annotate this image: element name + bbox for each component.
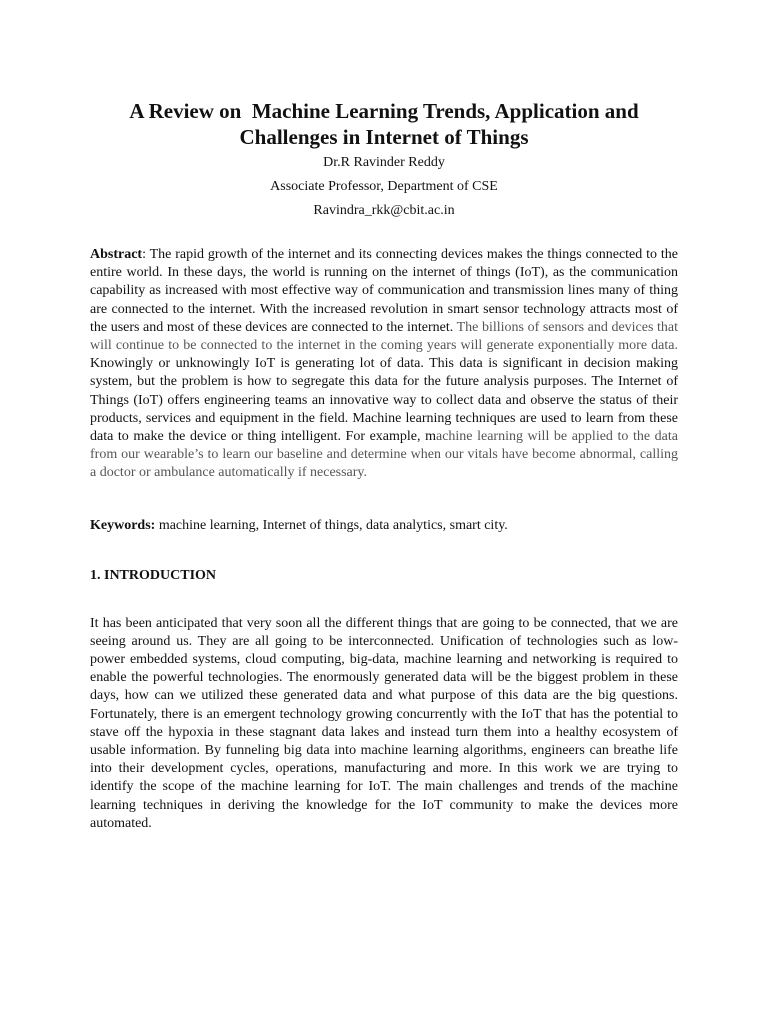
keywords-text: machine learning, Internet of things, data analytics, smart city. xyxy=(155,517,508,533)
title-line-1: A Review on Machine Learning Trends, Application and xyxy=(129,99,639,123)
title-line-2: Challenges in Internet of Things xyxy=(239,125,529,149)
author-block xyxy=(90,154,678,220)
abstract xyxy=(90,246,678,483)
section-heading-introduction: 1. INTRODUCTION xyxy=(90,567,217,583)
keywords-label: Keywords: xyxy=(90,517,156,533)
keywords xyxy=(90,517,678,535)
abstract-text-1: : The rapid growth of the internet and its connecting devices makes the things connected to the entire world. In these days, the world is running on the internet of things (IoT), as the communication capability as increased with most effective way of communication and transmission lines many of thing are connected to the internet. With the increased revolution in smart sensor technology attracts most of the users and most of these devices are connected to the internet. xyxy=(90,247,678,335)
abstract-label: Abstract xyxy=(90,247,143,262)
introduction-paragraph: It has been anticipated that very soon all the different things that are going to be connected, that we are seeing around us. They are all going to be interconnected. Unification of technologies such as low-power embedded systems, cloud computing, big-data, machine learning and networking is required to enable the powerful technologies. The enormously generated data will be the biggest problem in these days, how can we utilized these generated data and what purpose of this data are the big questions. Fortunately, there is an emergent technology growing concurrently with the IoT that has the potential to stave off the hypoxia in these stagnant data lakes and instead turn them into a healthy ecosystem of usable information. By funneling big data into machine learning algorithms, engineers can breathe life into their development cycles, operations, manufacturing and more. In this work we are trying to identify the scope of the machine learning for IoT. The main challenges and trends of the machine learning techniques in deriving the knowledge for the IoT community to make the devices more automated. xyxy=(90,615,678,831)
author-affiliation: Associate Professor, Department of CSE xyxy=(270,179,498,194)
abstract-text-4: achine learning will be applied to the data from our wearable’s to learn our baseline and determine when our vitals have become abnormal, calling a doctor or ambulance automatically if necessary. xyxy=(90,429,678,481)
abstract-text-3: Knowingly or unknowingly IoT is generating lot of data. This data is significant in decision making system, but the problem is how to segregate this data for the future analysis purposes. The Internet of Things (IoT) offers engineering teams an innovative way to collect data and observe the status of their products, services and equipment in the field. Machine learning techniques are used to learn from these data to make the device or thing intelligent. For example, m xyxy=(90,356,678,445)
paper-title xyxy=(90,98,678,150)
paper-page xyxy=(90,98,678,833)
author-name: Dr.R Ravinder Reddy xyxy=(323,155,445,170)
abstract-text-2: The billions of sensors and devices that will continue to be connected to the internet in the coming years will generate exponentially more data. xyxy=(90,319,679,354)
author-email: Ravindra_rkk@cbit.ac.in xyxy=(313,203,455,218)
